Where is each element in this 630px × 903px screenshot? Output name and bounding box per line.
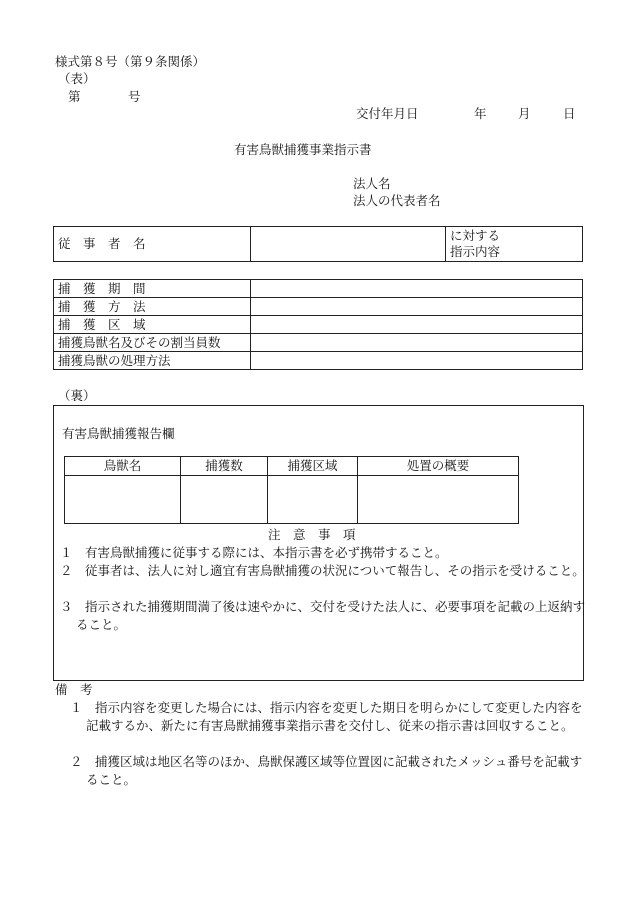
number-dai: 第 [68,89,81,104]
cell-animal-name[interactable] [65,476,181,524]
cell-disposal-summary[interactable] [358,476,519,524]
note-2: ２ 従事者は、法人に対し適宜有害鳥獣捕獲の状況について報告し、その指示を受けること。 [60,563,585,578]
notes-title: 注 意 事 項 [268,527,356,542]
column-capture-count: 捕獲数 [181,457,268,476]
corporation-representative-label: 法人の代表者名 [353,193,441,208]
column-capture-area: 捕獲区域 [268,457,358,476]
report-box [53,405,584,681]
corporation-name-label: 法人名 [353,176,391,191]
instruction-label [446,227,583,262]
issue-day: 日 [563,106,576,121]
instruction-label-line1: に対する [450,228,501,243]
capture-period-cell[interactable] [251,280,583,298]
worker-name-label: 従 事 者 名 [54,227,251,262]
back-label: （裏） [58,388,96,403]
instruction-label-line2: 指示内容 [450,244,501,259]
capture-species-label: 捕獲鳥獣名及びその割当員数 [54,334,251,352]
capture-method-label: 捕 獲 方 法 [54,298,251,316]
remark-2: ２ 捕獲区域は地区名等のほか、鳥獣保護区域等位置図に記載されたメッシュ番号を記載すること。 [70,754,583,787]
capture-table [53,279,583,370]
issue-month: 月 [518,106,531,121]
capture-area-label: 捕 獲 区 域 [54,316,251,334]
remarks-title: 備 考 [55,682,93,697]
report-table [64,456,519,524]
issue-year: 年 [474,106,487,121]
column-disposal-summary: 処置の概要 [358,457,519,476]
column-animal-name: 鳥獣名 [65,457,181,476]
worker-table [53,226,583,262]
cell-capture-area[interactable] [268,476,358,524]
disposal-method-cell[interactable] [251,352,583,370]
capture-method-cell[interactable] [251,298,583,316]
front-label: （表） [58,71,96,86]
document-title: 有害鳥獣捕獲事業指示書 [234,142,372,157]
number-go: 号 [128,89,141,104]
cell-capture-count[interactable] [181,476,268,524]
capture-area-cell[interactable] [251,316,583,334]
capture-species-cell[interactable] [251,334,583,352]
report-title: 有害鳥獣捕獲報告欄 [62,426,175,441]
note-3: ３ 指示された捕獲期間満了後は速やかに、交付を受けた法人に、必要事項を記載の上返納すること。 [60,599,586,632]
issue-date-label: 交付年月日 [356,106,419,121]
capture-period-label: 捕 獲 期 間 [54,280,251,298]
note-1: １ 有害鳥獣捕獲に従事する際には、本指示書を必ず携帯すること。 [60,545,448,560]
form-number: 様式第８号（第９条関係） [55,54,206,69]
worker-name-cell[interactable] [251,227,446,262]
remark-1: １ 指示内容を変更した場合には、指示内容を変更した期日を明らかにして変更した内容を記載するか、新たに有害鳥獣捕獲事業指示書を交付し、従来の指示書は回収すること。 [70,700,583,733]
disposal-method-label: 捕獲鳥獣の処理方法 [54,352,251,370]
